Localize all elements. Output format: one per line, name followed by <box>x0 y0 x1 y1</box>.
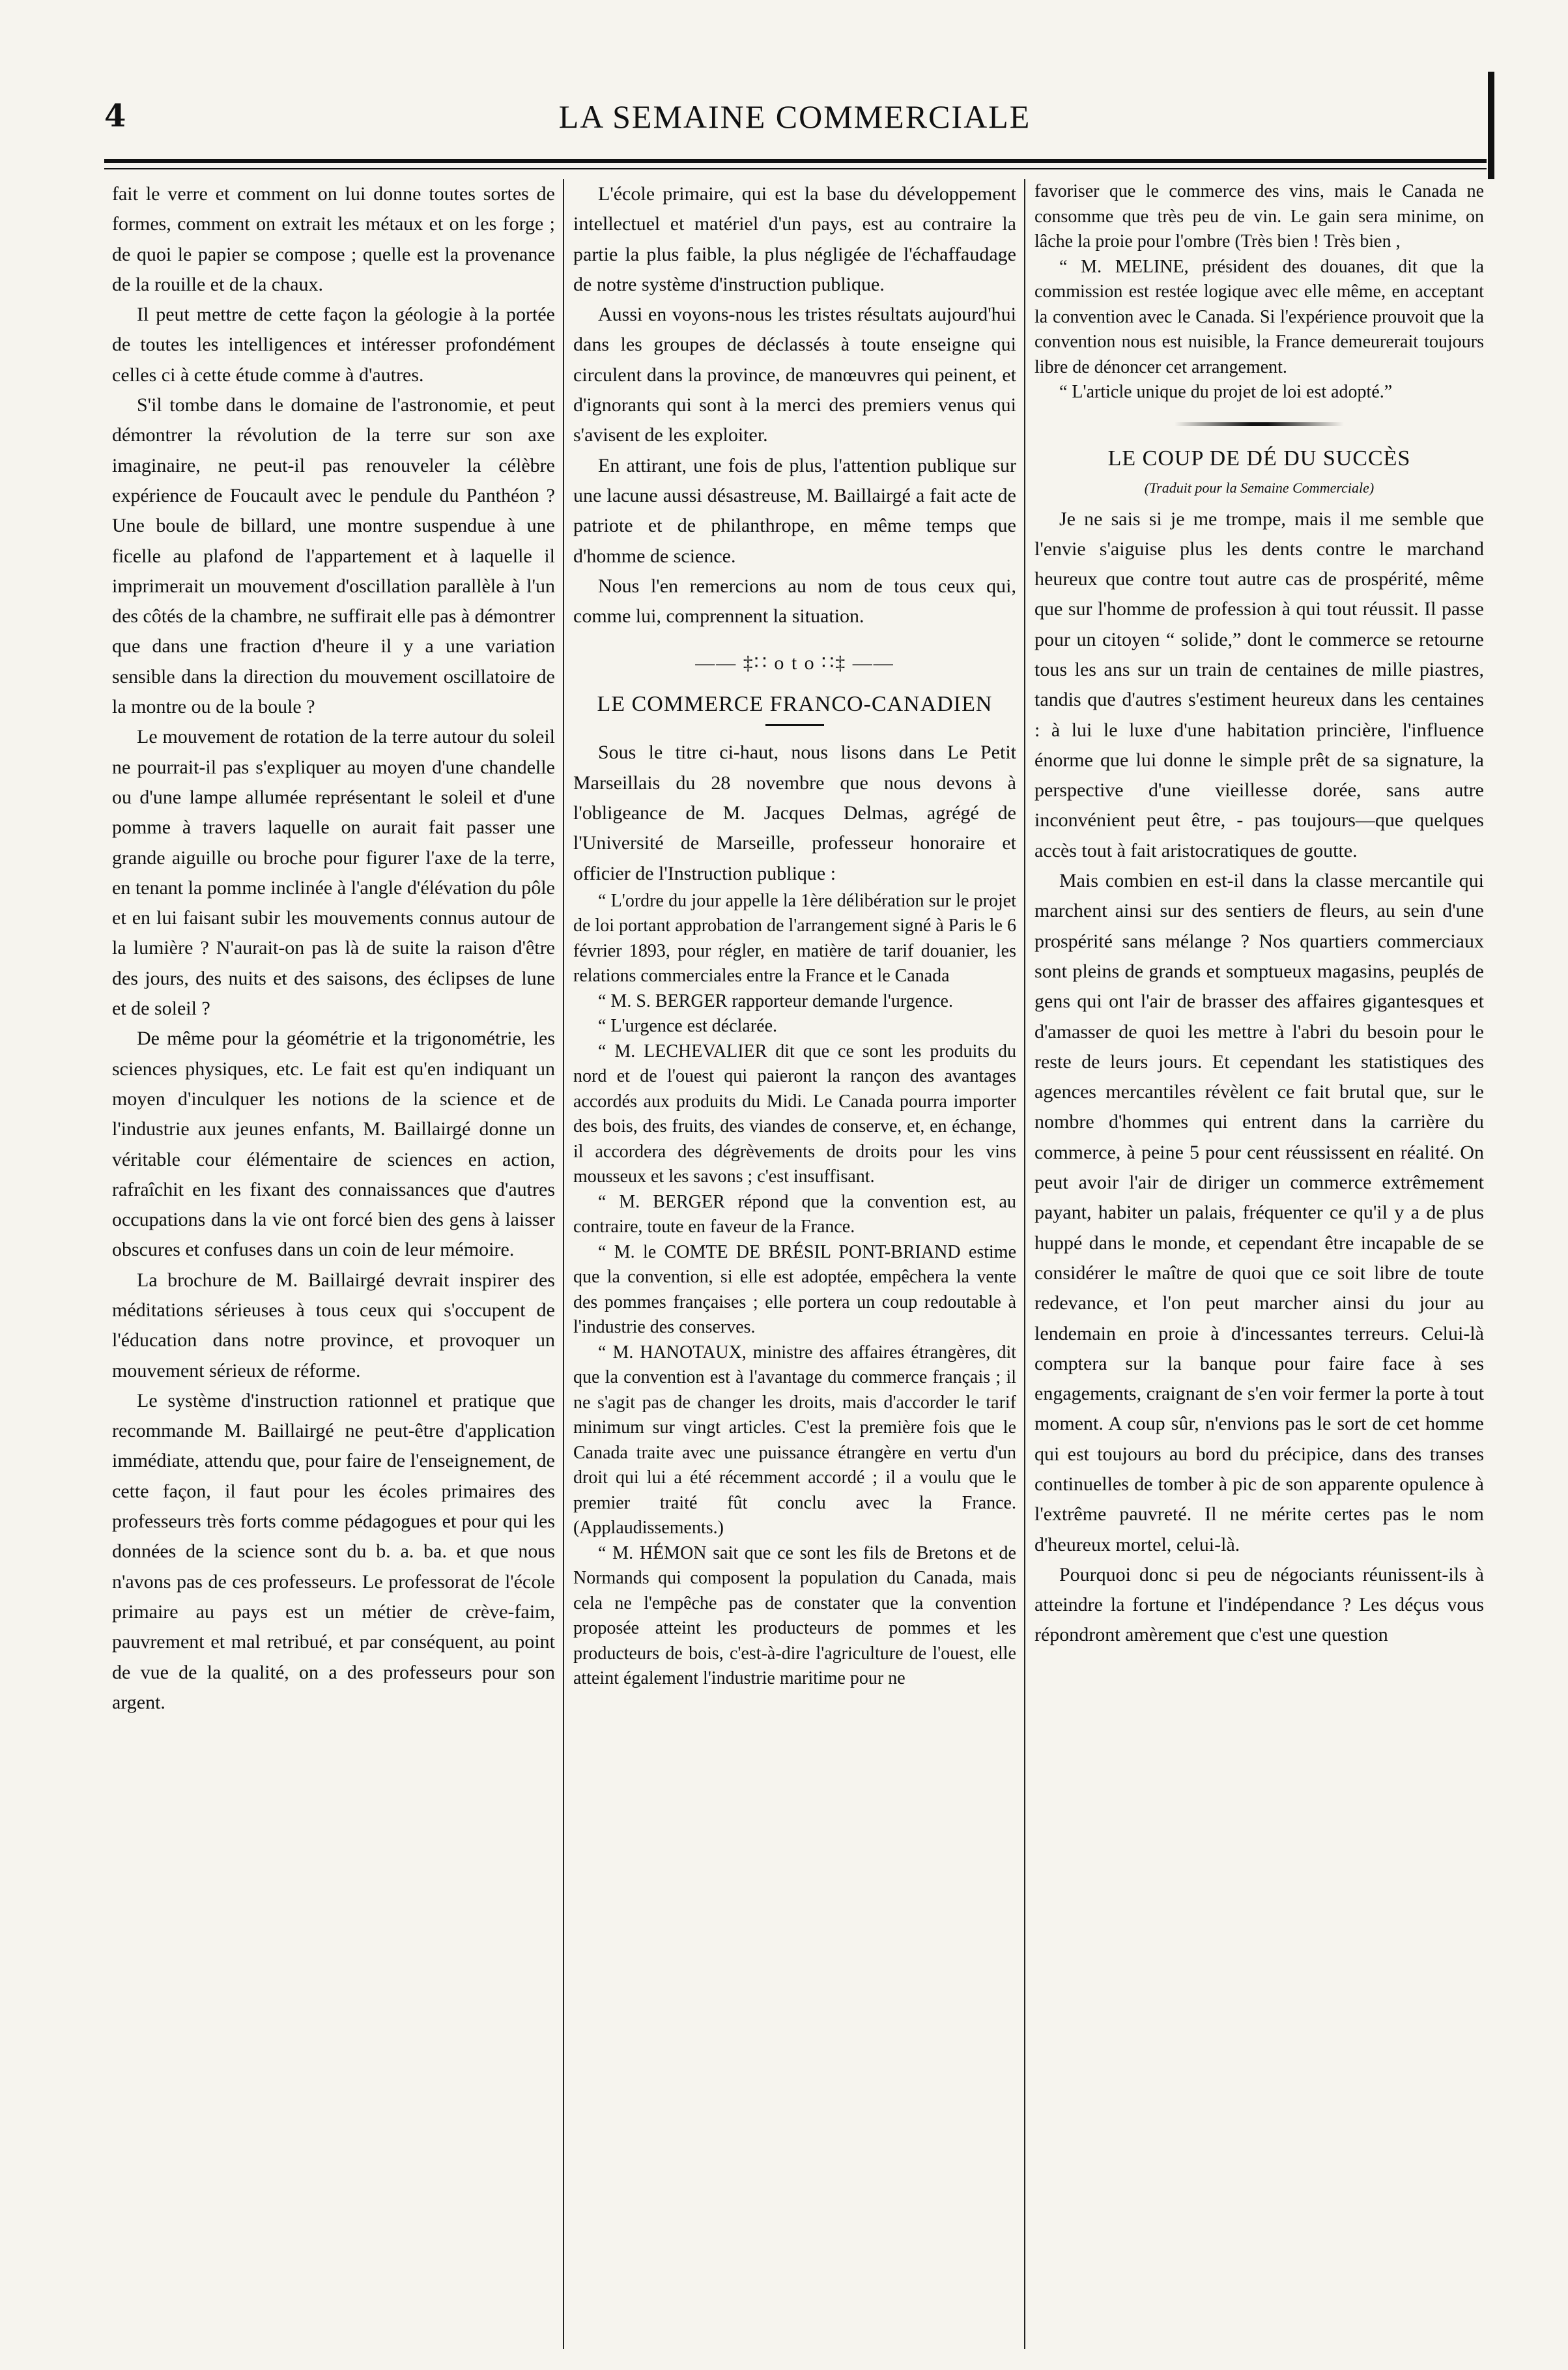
quote-paragraph: “ M. S. BERGER rapporteur demande l'urgence. <box>598 990 953 1011</box>
section-divider-ornament <box>1175 422 1344 426</box>
quote-paragraph: “ M. HANOTAUX, ministre des affaires étrangères, dit que la convention est à l'avantage du commerce français ; il ne s'agit pas de changer les droits, mais d'accorder le tarif minimum sur vingt articles. C'est la première fois que le Canada traite avec une puissance étrangère en vertu d'un droit qui lui a été récemment accordé ; il a voulu que le premier traité fût conclu avec la France. (Applaudissements.) <box>573 1342 1016 1539</box>
header-rule-thick <box>104 159 1487 163</box>
quote-paragraph: “ M. BERGER répond que la convention est, au contraire, toute en faveur de la France. <box>573 1191 1016 1237</box>
paragraph: Mais combien en est-il dans la classe mercantile qui marchent ainsi sur des sentiers de fleurs, au sein d'une prospérité sans mélange ? Nos quartiers commerciaux sont pleins de grands et somptueux magasins, peuplés de gens qui ont l'air de brasser des affaires gigantesques et d'amasser de quoi les mettre à l'abri du besoin pour le reste de leurs jours. Et cependant les statistiques des agences mercantiles révèlent ce fait brutal que, sur le nombre d'hommes qui entrent dans la carrière du commerce, à peine 5 pour cent réussissent en réalité. On peut avoir l'air de diriger un commerce extrêmement payant, habiter un palais, fréquenter ce qu'il y a de plus huppé dans le monde, et cependant être incapable de se considérer le maître de quoi que ce soit libre de toute redevance, et l'on peut marcher ainsi du jour au lendemain en proie à d'incessantes terreurs. Celui-là comptera sur la banque pour faire face à ses engagements, craignant de s'en voir fermer la porte à tout moment. A coup sûr, n'envions pas le sort de cet homme qui est toujours au bord du précipice, dans des transes continuelles de tomber à pic de son apparente opulence à l'extrême pauvreté. Il ne mérite certes pas le nom d'heureux mortel, celui-là. <box>1034 870 1484 1555</box>
quote-paragraph: “ L'urgence est déclarée. <box>598 1016 778 1037</box>
quote-paragraph: “ M. LECHEVALIER dit que ce sont les produits du nord et de l'ouest qui paieront la rançon des avantages accordés aux produits du Midi. Le Canada pourra importer des bois, des fruits, des viandes de conserve, et, en échange, il accordera des dégrèvements de droits pour les vins mousseux et les savons ; c'est insuffisant. <box>573 1041 1016 1187</box>
paragraph: En attirant, une fois de plus, l'attention publique sur une lacune aussi désastreuse, M. Baillairgé a fait acte de patriote et de philanthrope, en même temps que d'homme de science. <box>573 454 1016 567</box>
quote-paragraph: “ L'ordre du jour appelle la 1ère délibération sur le projet de loi portant approbation de l'arrangement signé à Paris le 6 février 1893, pour régler, en matière de tarif douanier, les relations commerciales entre la France et le Canada <box>573 890 1016 987</box>
paragraph: Sous le titre ci-haut, nous lisons dans Le Petit Marseillais du 28 novembre que nous devons à l'obligeance de M. Jacques Delmas, agrégé de l'Université de Marseille, professeur honoraire et officier de l'Instruction publique : <box>573 742 1016 884</box>
section-subtitle: (Traduit pour la Semaine Commerciale) <box>1144 479 1375 496</box>
paragraph: Le système d'instruction rationnel et pratique que recommande M. Baillairgé ne peut-être d'application immédiate, attendu que, pour faire de l'enseignement, de cette façon, il faut pour les écoles primaires des professeurs très forts comme pédagogues et pour qui les données de la science sont du b. a. ba. et que nous n'avons pas de ces professeurs. Le professorat de l'école primaire au pays est un métier de crève-faim, pauvrement et mal retribué, et par conséquent, au point de vue de la qualité, on a des professeurs pour son argent. <box>112 1389 555 1713</box>
column-3 <box>1034 179 1484 2346</box>
masthead-title: LA SEMAINE COMMERCIALE <box>558 98 1031 135</box>
paragraph: Pourquoi donc si peu de négociants réunissent-ils à atteindre la fortune et l'indépendance ? Les déçus vous répondront amèrement que c'est une question <box>1034 1563 1484 1646</box>
header-rule-thin <box>104 168 1487 169</box>
paragraph: fait le verre et comment on lui donne toutes sortes de formes, comment on extrait les métaux et on les forge ; de quoi le papier se compose ; quelle est la provenance de la rouille et de la chaux. <box>112 183 555 295</box>
paragraph: S'il tombe dans le domaine de l'astronomie, et peut démontrer la révolution de la terre sur son axe imaginaire, ne peut-il pas renouveler la célèbre expérience de Foucault avec le pendule du Panthéon ? Une boule de billard, une montre suspendue à une ficelle au plafond de l'appartement et à laquelle il imprimerait un mouvement d'oscillation parallèle à l'un des côtés de la chambre, ne suffirait elle pas à démontrer que dans une fraction d'heure il y a une variation sensible dans la direction du mouvement oscillatoire de la montre ou de la boule ? <box>112 394 555 718</box>
column-1 <box>112 179 555 2346</box>
paragraph: Je ne sais si je me trompe, mais il me semble que l'envie s'aiguise plus les dents contre le marchand heureux que contre tout autre cas de prospérité, même que sur l'homme de profession à qui tout réussit. Il passe pour un citoyen “ solide,” dont le commerce se retourne tous les ans sur un train de centaines de mille piastres, tandis que d'autres s'estiment heureux dans les centaines : à lui le luxe d'une habitation princière, l'influence énorme que lui donne le simple prêt de sa signature, la perspective d'une vieillesse dorée, sans autre inconvénient peut être, - pas toujours—que quelques accès tout à fait aristocratiques de goutte. <box>1034 508 1484 861</box>
scan-edge-bar <box>1488 72 1494 179</box>
paragraph: Il peut mettre de cette façon la géologie à la portée de toutes les intelligences et intéresser profondément celles ci à cette étude comme à d'autres. <box>112 304 555 386</box>
quote-paragraph: “ L'article unique du projet de loi est adopté.” <box>1059 382 1393 402</box>
paragraph: De même pour la géométrie et la trigonométrie, les sciences physiques, etc. Le fait est qu'en indiquant un moyen d'inculquer les notions de la science et de l'industrie aux jeunes enfants, M. Baillairgé donne un véritable cour élémentaire de sciences en action, rafraîchit en les fixant des connaissances que d'autres occupations dans la vie ont forcé bien des gens à laisser obscures et confuses dans un coin de leur mémoire. <box>112 1028 555 1261</box>
column-2 <box>573 179 1016 2346</box>
paragraph: Nous l'en remercions au nom de tous ceux qui, comme lui, comprennent la situation. <box>573 575 1016 628</box>
column-divider <box>1024 179 1025 2349</box>
page-number: 4 <box>104 98 126 134</box>
quote-paragraph: “ M. le COMTE DE BRÉSIL PONT-BRIAND estime que la convention, si elle est adoptée, empêchera la vente des pommes françaises ; elle portera un coup redoutable à l'industrie des conserves. <box>573 1241 1016 1338</box>
quote-paragraph: favoriser que le commerce des vins, mais le Canada ne consomme que très peu de vin. Le gain sera minime, on lâche la proie pour l'ombre (Très bien ! Très bien , <box>1034 181 1484 252</box>
section-ornament: —— ‡∷ o t o ∷‡ —— <box>695 652 894 674</box>
column-divider <box>563 179 564 2349</box>
paragraph: La brochure de M. Baillairgé devrait inspirer des méditations sérieuses à tous ceux qui s'occupent de l'éducation dans notre province, et provoquer un mouvement sérieux de réforme. <box>112 1269 555 1381</box>
section-title: LE COMMERCE FRANCO-CANADIEN <box>597 692 993 717</box>
section-title: LE COUP DE DÉ DU SUCCÈS <box>1107 446 1411 470</box>
page-header <box>104 98 1485 156</box>
paragraph: Le mouvement de rotation de la terre autour du soleil ne pourrait-il pas s'expliquer au moyen d'une chandelle ou d'une lampe allumée représentant le soleil et d'une pomme à travers laquelle on aurait fait passer une grande aiguille ou broche pour figurer l'axe de la terre, en tenant la pomme inclinée à l'angle d'élévation du pôle et en lui faisant subir les mouvements connus autour de la lumière ? N'aurait-on pas là de suite la raison d'être des jours, des nuits et des saisons, des éclipses de lune et de soleil ? <box>112 726 555 1020</box>
paragraph: L'école primaire, qui est la base du développement intellectuel et matériel d'un pays, est au contraire la partie la plus faible, la plus négligée de l'échaffaudage de notre système d'instruction publique. <box>573 183 1016 295</box>
paragraph: Aussi en voyons-nous les tristes résultats aujourd'hui dans les groupes de déclassés à toute enseigne qui circulent dans la province, de manœuvres qui peinent, et d'ignorants qui sont à la merci des premiers venus qui s'avisent de les exploiter. <box>573 304 1016 446</box>
quote-paragraph: “ M. HÉMON sait que ce sont les fils de Bretons et de Normands qui composent la population du Canada, mais cela ne l'empêche pas de constater que la convention proposée atteint les producteurs de pommes et les producteurs de bois, c'est-à-dire l'agriculture de l'ouest, elle atteint également l'industrie maritime pour ne <box>573 1542 1016 1689</box>
quote-paragraph: “ M. MELINE, président des douanes, dit que la commission est restée logique avec elle même, en acceptant la convention avec le Canada. Si l'expérience prouvoit que la convention nous est nuisible, la France demeurerait toujours libre de dénoncer cet arrangement. <box>1034 256 1484 377</box>
title-underline <box>765 724 824 726</box>
